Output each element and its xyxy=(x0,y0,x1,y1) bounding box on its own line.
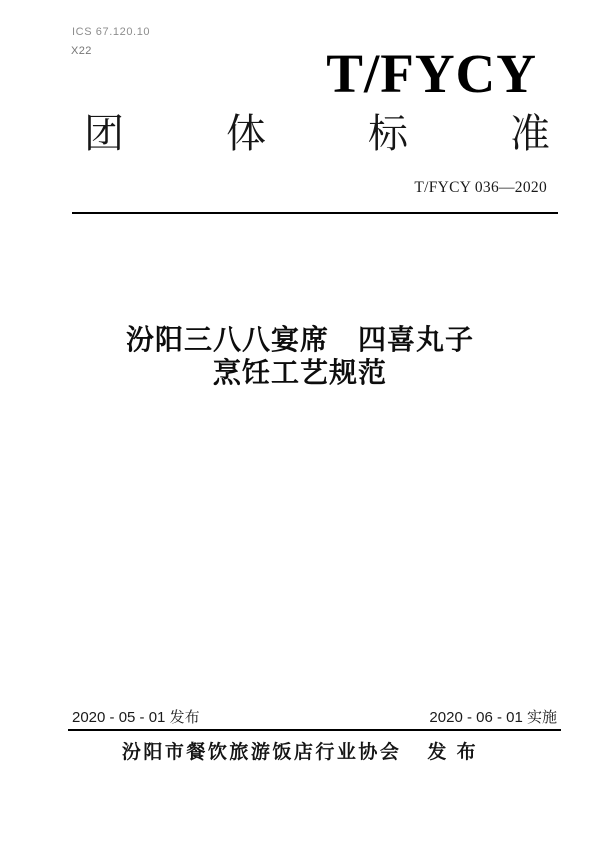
publisher-name: 汾阳市餐饮旅游饭店行业协会 xyxy=(121,742,402,763)
date-row xyxy=(72,706,557,727)
implementation-date: 2020 - 06 - 01 实施 xyxy=(429,709,557,726)
standard-number: T/FYCY 036—2020 xyxy=(414,179,547,196)
publisher-row xyxy=(0,737,600,764)
title-line-2: 烹饪工艺规范 xyxy=(212,357,387,388)
ics-code: ICS 67.120.10 xyxy=(72,26,151,38)
standard-type-row xyxy=(84,112,550,156)
standard-type-char-2: 体 xyxy=(226,112,266,156)
issue-date: 2020 - 05 - 01 发布 xyxy=(72,709,200,726)
publish-label: 发 布 xyxy=(427,742,479,763)
standard-title xyxy=(0,323,600,389)
header-divider xyxy=(72,212,558,214)
title-line-1: 汾阳三八八宴席 四喜丸子 xyxy=(125,324,474,355)
standard-org-logo: T/FYCY xyxy=(326,43,537,104)
standard-type-char-3: 标 xyxy=(368,112,408,156)
footer-divider xyxy=(68,729,561,731)
standard-type-char-1: 团 xyxy=(84,112,124,156)
standard-type-char-4: 准 xyxy=(510,112,550,156)
classification-code: X22 xyxy=(71,45,92,57)
